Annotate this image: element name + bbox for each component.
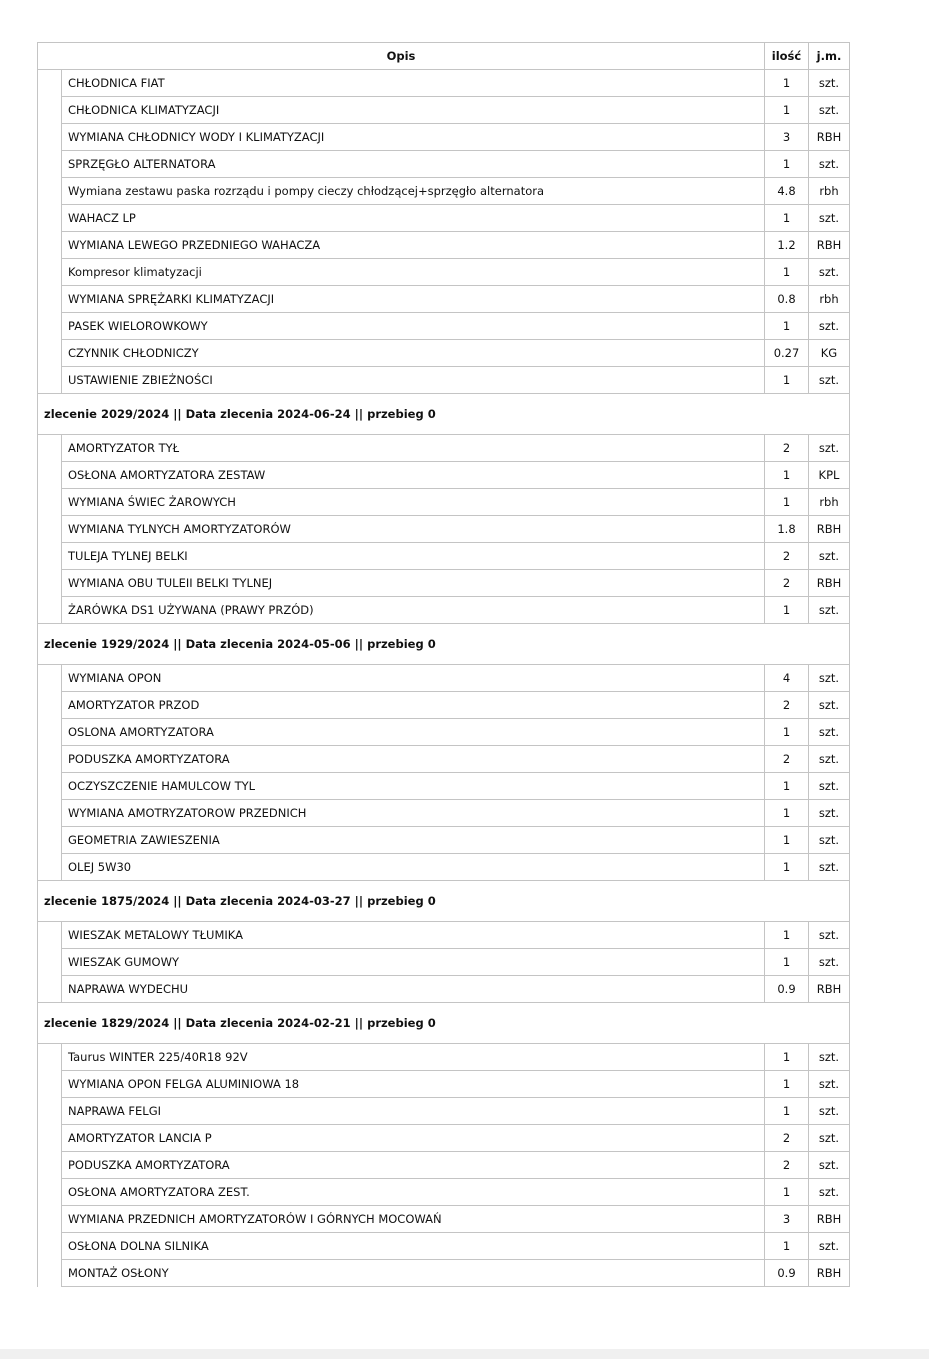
row-indent (38, 800, 62, 827)
row-indent (38, 286, 62, 313)
table-row (38, 1179, 850, 1206)
item-unit: szt. (809, 773, 850, 800)
item-description: Wymiana zestawu paska rozrządu i pompy cieczy chłodzącej+sprzęgło alternatora (62, 178, 765, 205)
item-unit: szt. (809, 1071, 850, 1098)
row-indent (38, 665, 62, 692)
table-row (38, 435, 850, 462)
order-items-table (37, 42, 850, 1287)
table-row (38, 827, 850, 854)
item-unit: szt. (809, 70, 850, 97)
item-quantity: 1 (765, 949, 809, 976)
item-description: WYMIANA CHŁODNICY WODY I KLIMATYZACJI (62, 124, 765, 151)
item-description: Taurus WINTER 225/40R18 92V (62, 1044, 765, 1071)
table-row (38, 462, 850, 489)
table-row (38, 570, 850, 597)
item-unit: RBH (809, 232, 850, 259)
item-description: WYMIANA LEWEGO PRZEDNIEGO WAHACZA (62, 232, 765, 259)
item-quantity: 0.8 (765, 286, 809, 313)
row-indent (38, 367, 62, 394)
item-quantity: 0.9 (765, 1260, 809, 1287)
item-quantity: 3 (765, 124, 809, 151)
order-group-title: zlecenie 2029/2024 || Data zlecenia 2024-06-24 || przebieg 0 (38, 394, 850, 435)
table-row (38, 1152, 850, 1179)
item-description: PODUSZKA AMORTYZATORA (62, 746, 765, 773)
item-unit: szt. (809, 1152, 850, 1179)
item-description: WYMIANA SPRĘŻARKI KLIMATYZACJI (62, 286, 765, 313)
table-row (38, 232, 850, 259)
item-quantity: 4 (765, 665, 809, 692)
table-row (38, 516, 850, 543)
table-row (38, 922, 850, 949)
item-quantity: 1 (765, 313, 809, 340)
row-indent (38, 1098, 62, 1125)
item-description: OSŁONA AMORTYZATORA ZEST. (62, 1179, 765, 1206)
item-quantity: 1 (765, 151, 809, 178)
row-indent (38, 340, 62, 367)
item-quantity: 1 (765, 259, 809, 286)
item-unit: szt. (809, 367, 850, 394)
table-row (38, 286, 850, 313)
row-indent (38, 516, 62, 543)
item-description: CZYNNIK CHŁODNICZY (62, 340, 765, 367)
page-bottom-band (0, 1349, 929, 1359)
table-row (38, 1071, 850, 1098)
item-quantity: 3 (765, 1206, 809, 1233)
item-unit: RBH (809, 976, 850, 1003)
item-description: WIESZAK GUMOWY (62, 949, 765, 976)
item-quantity: 1 (765, 827, 809, 854)
item-quantity: 1 (765, 1098, 809, 1125)
row-indent (38, 773, 62, 800)
row-indent (38, 97, 62, 124)
item-unit: szt. (809, 719, 850, 746)
table-row (38, 854, 850, 881)
item-unit: szt. (809, 1098, 850, 1125)
row-indent (38, 232, 62, 259)
item-description: AMORTYZATOR LANCIA P (62, 1125, 765, 1152)
row-indent (38, 151, 62, 178)
item-unit: KG (809, 340, 850, 367)
table-row (38, 543, 850, 570)
row-indent (38, 949, 62, 976)
item-quantity: 1 (765, 800, 809, 827)
table-row (38, 70, 850, 97)
table-header-row (38, 43, 850, 70)
item-quantity: 1 (765, 1233, 809, 1260)
item-unit: rbh (809, 178, 850, 205)
row-indent (38, 178, 62, 205)
row-indent (38, 543, 62, 570)
item-unit: KPL (809, 462, 850, 489)
row-indent (38, 313, 62, 340)
item-description: AMORTYZATOR TYŁ (62, 435, 765, 462)
item-description: TULEJA TYLNEJ BELKI (62, 543, 765, 570)
row-indent (38, 70, 62, 97)
header-quantity: ilość (765, 43, 809, 70)
table-row (38, 665, 850, 692)
table-row (38, 800, 850, 827)
order-group-header (38, 1003, 850, 1044)
item-quantity: 1 (765, 597, 809, 624)
item-unit: rbh (809, 286, 850, 313)
item-quantity: 1 (765, 367, 809, 394)
item-quantity: 1 (765, 922, 809, 949)
item-unit: RBH (809, 1206, 850, 1233)
item-unit: szt. (809, 692, 850, 719)
item-unit: szt. (809, 1125, 850, 1152)
row-indent (38, 1125, 62, 1152)
order-group-title: zlecenie 1829/2024 || Data zlecenia 2024-02-21 || przebieg 0 (38, 1003, 850, 1044)
table-row (38, 178, 850, 205)
row-indent (38, 124, 62, 151)
table-row (38, 97, 850, 124)
item-description: OCZYSZCZENIE HAMULCOW TYL (62, 773, 765, 800)
table-row (38, 124, 850, 151)
item-quantity: 0.27 (765, 340, 809, 367)
item-unit: rbh (809, 489, 850, 516)
table-row (38, 1044, 850, 1071)
table-row (38, 1260, 850, 1287)
item-description: WYMIANA PRZEDNICH AMORTYZATORÓW I GÓRNYCH MOCOWAŃ (62, 1206, 765, 1233)
item-unit: szt. (809, 1044, 850, 1071)
item-unit: RBH (809, 1260, 850, 1287)
item-description: AMORTYZATOR PRZOD (62, 692, 765, 719)
item-description: Kompresor klimatyzacji (62, 259, 765, 286)
item-quantity: 2 (765, 1125, 809, 1152)
item-description: WYMIANA OPON FELGA ALUMINIOWA 18 (62, 1071, 765, 1098)
item-description: MONTAŻ OSŁONY (62, 1260, 765, 1287)
item-quantity: 1 (765, 462, 809, 489)
item-description: SPRZĘGŁO ALTERNATORA (62, 151, 765, 178)
row-indent (38, 435, 62, 462)
row-indent (38, 205, 62, 232)
item-quantity: 1 (765, 773, 809, 800)
item-unit: szt. (809, 1179, 850, 1206)
item-description: CHŁODNICA KLIMATYZACJI (62, 97, 765, 124)
item-quantity: 1 (765, 1071, 809, 1098)
item-quantity: 1 (765, 205, 809, 232)
item-unit: szt. (809, 435, 850, 462)
table-row (38, 773, 850, 800)
table-row (38, 1098, 850, 1125)
item-quantity: 1 (765, 854, 809, 881)
item-description: ŻARÓWKA DS1 UŻYWANA (PRAWY PRZÓD) (62, 597, 765, 624)
item-quantity: 2 (765, 1152, 809, 1179)
order-group-header (38, 394, 850, 435)
item-unit: szt. (809, 151, 850, 178)
item-unit: szt. (809, 854, 850, 881)
item-description: NAPRAWA FELGI (62, 1098, 765, 1125)
item-unit: szt. (809, 800, 850, 827)
item-description: WYMIANA TYLNYCH AMORTYZATORÓW (62, 516, 765, 543)
table-body (38, 70, 850, 1287)
row-indent (38, 462, 62, 489)
row-indent (38, 1071, 62, 1098)
item-description: PODUSZKA AMORTYZATORA (62, 1152, 765, 1179)
item-quantity: 0.9 (765, 976, 809, 1003)
item-unit: szt. (809, 665, 850, 692)
item-description: WYMIANA OBU TULEII BELKI TYLNEJ (62, 570, 765, 597)
item-unit: RBH (809, 124, 850, 151)
table-row (38, 340, 850, 367)
item-quantity: 2 (765, 570, 809, 597)
table-row (38, 976, 850, 1003)
row-indent (38, 1179, 62, 1206)
table-row (38, 489, 850, 516)
item-description: GEOMETRIA ZAWIESZENIA (62, 827, 765, 854)
item-description: WAHACZ LP (62, 205, 765, 232)
item-description: WYMIANA OPON (62, 665, 765, 692)
order-group-title: zlecenie 1875/2024 || Data zlecenia 2024-03-27 || przebieg 0 (38, 881, 850, 922)
table-row (38, 949, 850, 976)
item-unit: szt. (809, 746, 850, 773)
table-row (38, 597, 850, 624)
item-unit: szt. (809, 949, 850, 976)
row-indent (38, 489, 62, 516)
row-indent (38, 692, 62, 719)
order-group-title: zlecenie 1929/2024 || Data zlecenia 2024-05-06 || przebieg 0 (38, 624, 850, 665)
item-description: OLEJ 5W30 (62, 854, 765, 881)
row-indent (38, 570, 62, 597)
item-description: CHŁODNICA FIAT (62, 70, 765, 97)
item-description: PASEK WIELOROWKOWY (62, 313, 765, 340)
item-description: WYMIANA ŚWIEC ŻAROWYCH (62, 489, 765, 516)
item-quantity: 2 (765, 435, 809, 462)
order-group-header (38, 624, 850, 665)
item-description: USTAWIENIE ZBIEŻNOŚCI (62, 367, 765, 394)
item-quantity: 1.8 (765, 516, 809, 543)
table-row (38, 259, 850, 286)
table-row (38, 205, 850, 232)
item-quantity: 4.8 (765, 178, 809, 205)
item-quantity: 1 (765, 489, 809, 516)
item-quantity: 2 (765, 692, 809, 719)
table-row (38, 746, 850, 773)
row-indent (38, 746, 62, 773)
item-description: WYMIANA AMOTRYZATOROW PRZEDNICH (62, 800, 765, 827)
item-quantity: 2 (765, 746, 809, 773)
item-unit: szt. (809, 205, 850, 232)
item-unit: szt. (809, 827, 850, 854)
row-indent (38, 854, 62, 881)
row-indent (38, 1260, 62, 1287)
table-row (38, 1206, 850, 1233)
item-quantity: 1 (765, 719, 809, 746)
item-description: OSŁONA AMORTYZATORA ZESTAW (62, 462, 765, 489)
item-description: WIESZAK METALOWY TŁUMIKA (62, 922, 765, 949)
item-quantity: 1 (765, 1044, 809, 1071)
item-unit: szt. (809, 922, 850, 949)
table-row (38, 1125, 850, 1152)
table-row (38, 151, 850, 178)
order-group-header (38, 881, 850, 922)
item-unit: RBH (809, 516, 850, 543)
row-indent (38, 1206, 62, 1233)
table-row (38, 313, 850, 340)
row-indent (38, 597, 62, 624)
item-quantity: 1 (765, 70, 809, 97)
item-unit: szt. (809, 97, 850, 124)
table-row (38, 1233, 850, 1260)
item-unit: szt. (809, 259, 850, 286)
row-indent (38, 719, 62, 746)
header-unit: j.m. (809, 43, 850, 70)
item-unit: RBH (809, 570, 850, 597)
item-quantity: 1 (765, 1179, 809, 1206)
row-indent (38, 259, 62, 286)
table-row (38, 367, 850, 394)
item-description: NAPRAWA WYDECHU (62, 976, 765, 1003)
item-quantity: 2 (765, 543, 809, 570)
item-unit: szt. (809, 597, 850, 624)
item-unit: szt. (809, 1233, 850, 1260)
item-unit: szt. (809, 313, 850, 340)
item-description: OSLONA AMORTYZATORA (62, 719, 765, 746)
row-indent (38, 922, 62, 949)
item-description: OSŁONA DOLNA SILNIKA (62, 1233, 765, 1260)
row-indent (38, 976, 62, 1003)
row-indent (38, 1233, 62, 1260)
row-indent (38, 1044, 62, 1071)
table-row (38, 692, 850, 719)
item-unit: szt. (809, 543, 850, 570)
header-description: Opis (38, 43, 765, 70)
row-indent (38, 1152, 62, 1179)
table-row (38, 719, 850, 746)
item-quantity: 1.2 (765, 232, 809, 259)
item-quantity: 1 (765, 97, 809, 124)
row-indent (38, 827, 62, 854)
